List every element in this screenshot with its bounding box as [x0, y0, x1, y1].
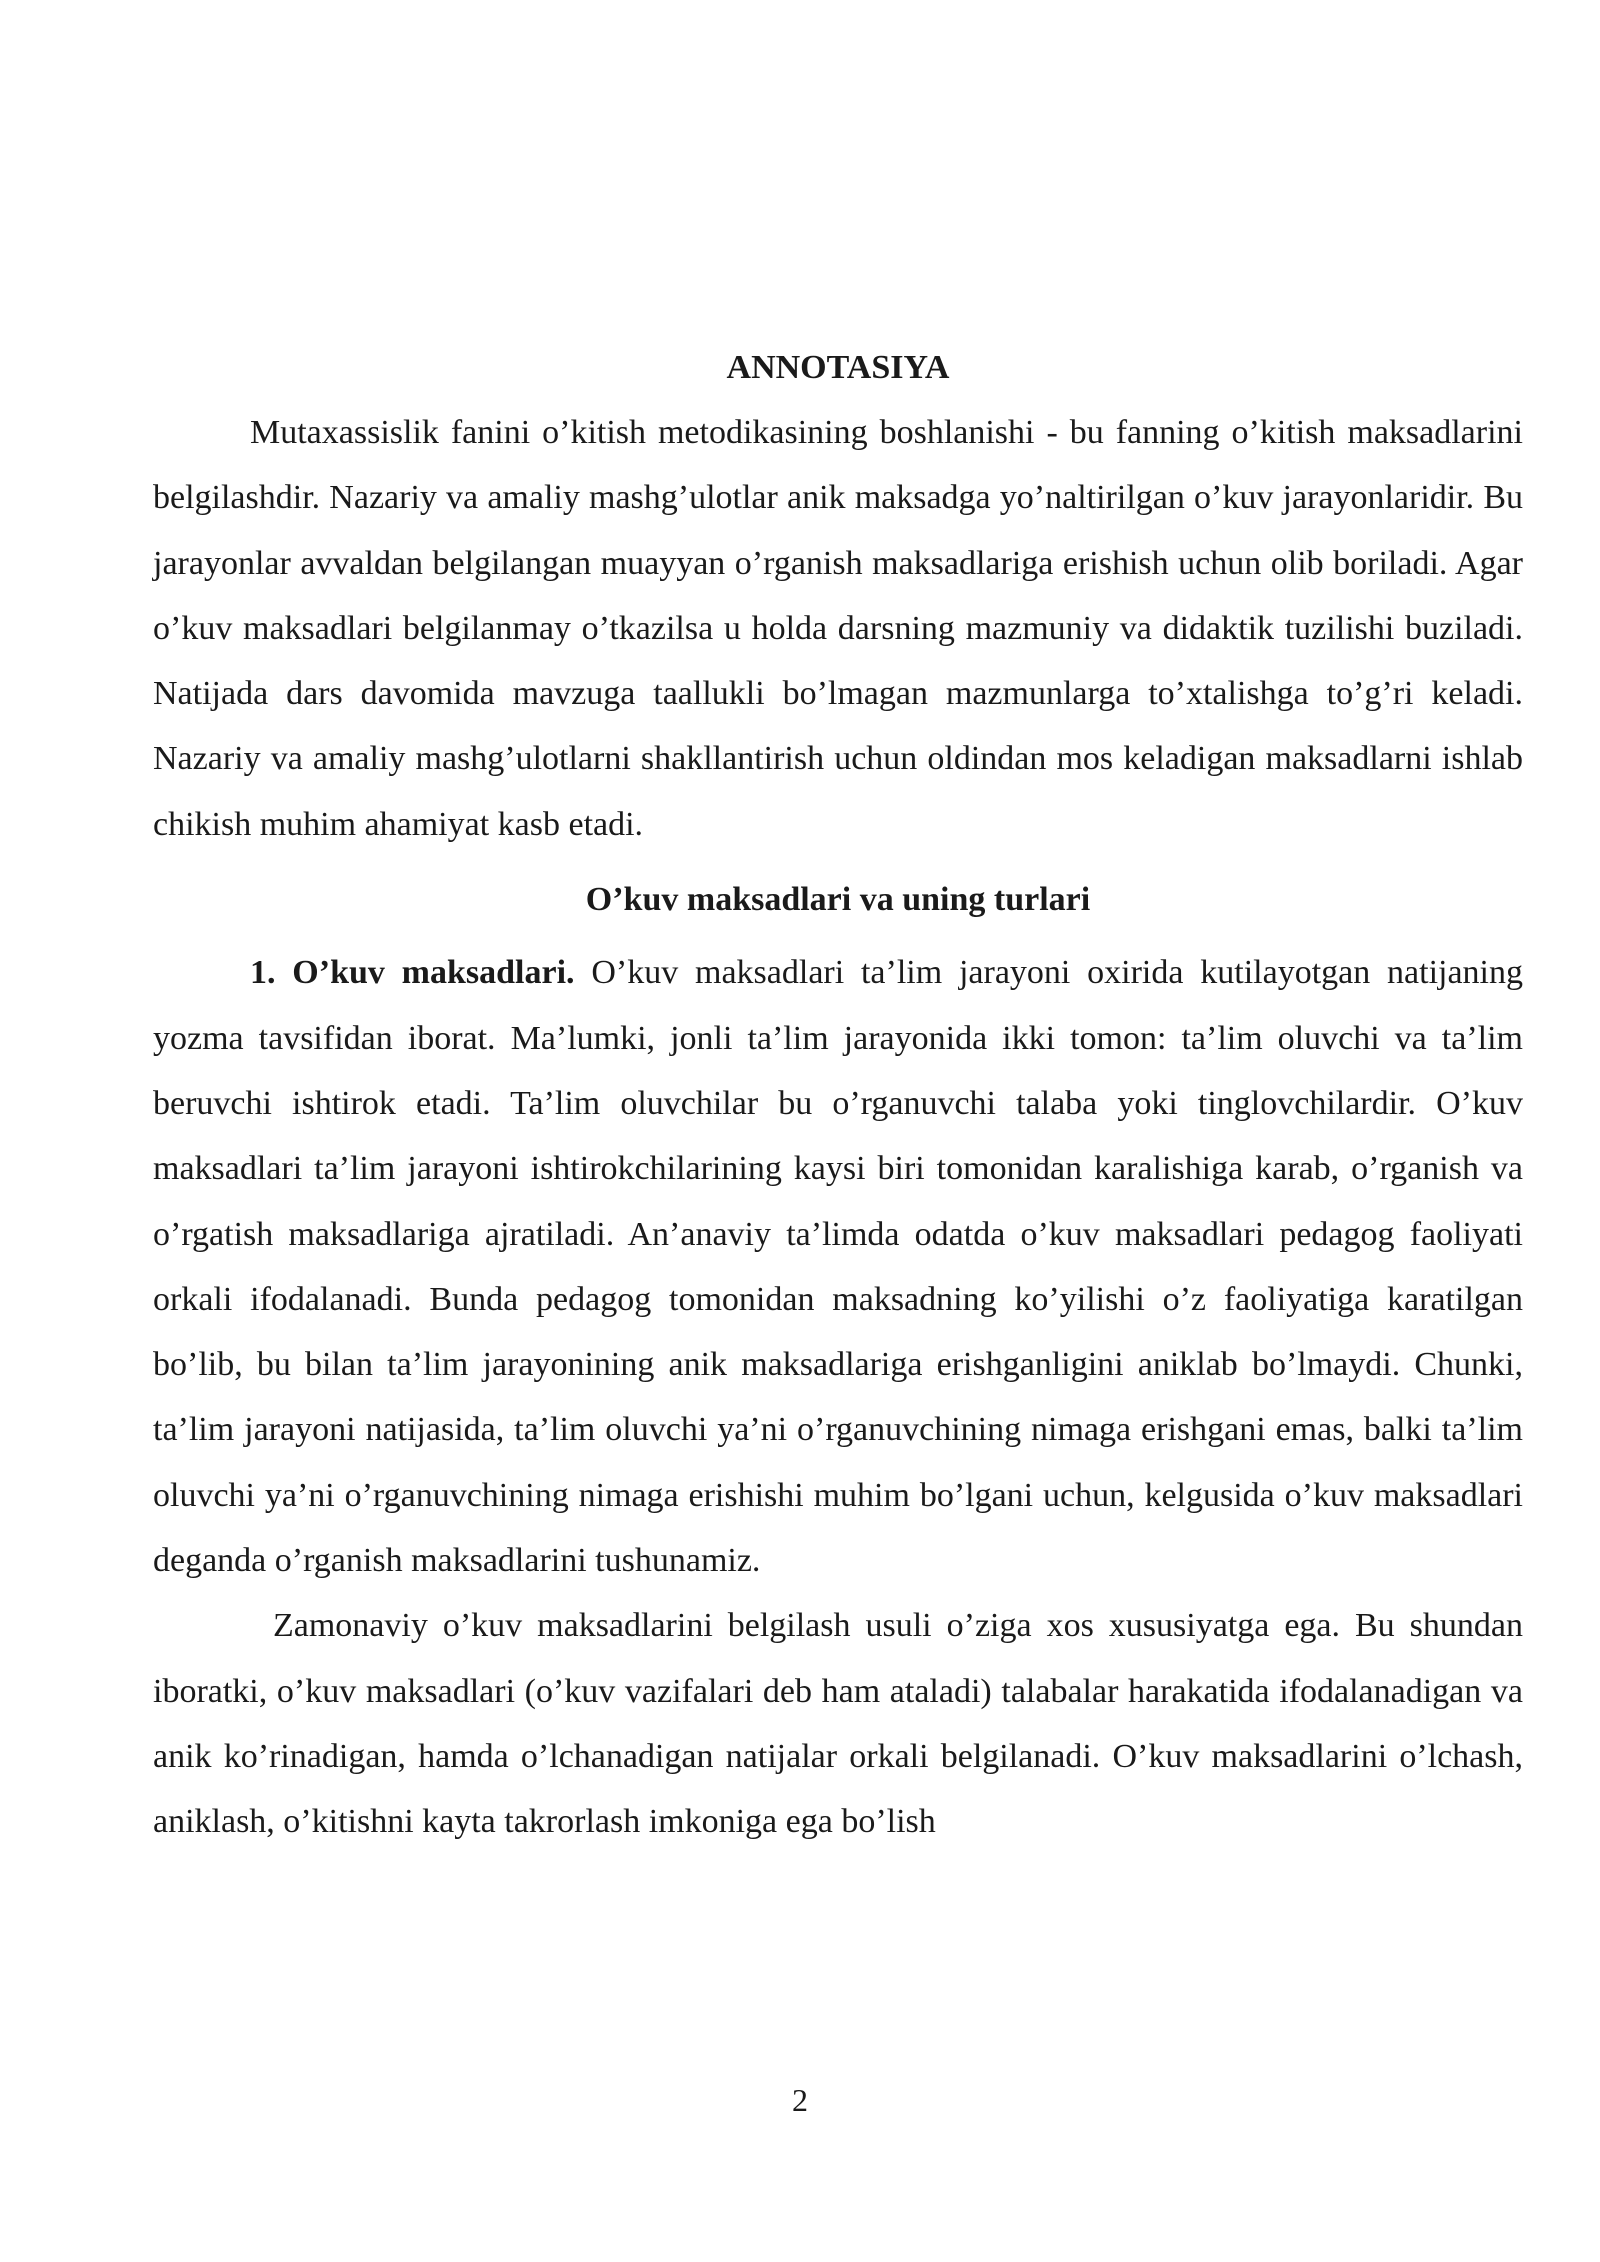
section1-text: O’kuv maksadlari ta’lim jarayoni oxirida kutilayotgan natijaning yozma tavsifidan iborat. Ma’lumki, jonli ta’lim jarayonida ikki tomon: ta’lim oluvchi va ta’lim beruvchi ishtirok etadi. Ta’lim oluvchilar bu o’rganuvchi talaba yoki tinglovchilardir. O’kuv maksadlari ta’lim jarayoni ishtirokchilarining kaysi biri tomonidan karalishiga karab, o’rganish va o’rgatish maksadlariga ajratiladi. An’anaviy ta’limda odatda o’kuv maksadlari pedagog faoliyati orkali ifodalanadi. Bunda pedagog tomonidan maksadning ko’yilishi o’z faoliyatiga karatilgan bo’lib, bu bilan ta’lim jarayonining anik maksadlariga erishganligini aniklab bo’lmaydi. Chunki, ta’lim jarayoni natijasida, ta’lim oluvchi ya’ni o’rganuvchining nimaga erishgani emas, balki ta’lim oluvchi ya’ni o’rganuvchining nimaga erishishi muhim bo’lgani uchun, kelgusida o’kuv maksadlari deganda o’rganish maksadlarini tushunamiz.: [153, 954, 1523, 1580]
page-content: [153, 335, 1523, 1855]
section-heading: O’kuv maksadlari va uning turlari: [585, 881, 1091, 919]
paragraph-3: Zamonaviy o’kuv maksadlarini belgilash usuli o’ziga xos xususiyatga ega. Bu shundan iboratki, o’kuv maksadlari (o’kuv vazifalari deb ham ataladi) talabalar harakatida ifodalanadigan va anik ko’rinadigan, hamda o’lchanadigan natijalar orkali belgilanadi. O’kuv maksadlarini o’lchash, aniklash, o’kitishni kayta takrorlash imkoniga ega bo’lish: [153, 1607, 1523, 1841]
section1-paragraph: [153, 940, 1523, 1593]
document-title: ANNOTASIYA: [726, 349, 950, 386]
section1-lead: 1. O’kuv maksadlari.: [250, 954, 575, 992]
page-number: 2: [792, 2082, 808, 2118]
annotation-paragraph: Mutaxassislik fanini o’kitish metodikasining boshlanishi - bu fanning o’kitish maksadlarini belgilashdir. Nazariy va amaliy mashg’ulotlar anik maksadga yo’naltirilgan o’kuv jarayonlaridir. Bu jarayonlar avvaldan belgilangan muayyan o’rganish maksadlariga erishish uchun olib boriladi. Agar o’kuv maksadlari belgilanmay o’tkazilsa u holda darsning mazmuniy va didaktik tuzilishi buziladi. Natijada dars davomida mavzuga taallukli bo’lmagan mazmunlarga to’xtalishga to’g’ri keladi. Nazariy va amaliy mashg’ulotlarni shakllantirish uchun oldindan mos keladigan maksadlarni ishlab chikish muhim ahamiyat kasb etadi.: [153, 414, 1523, 843]
